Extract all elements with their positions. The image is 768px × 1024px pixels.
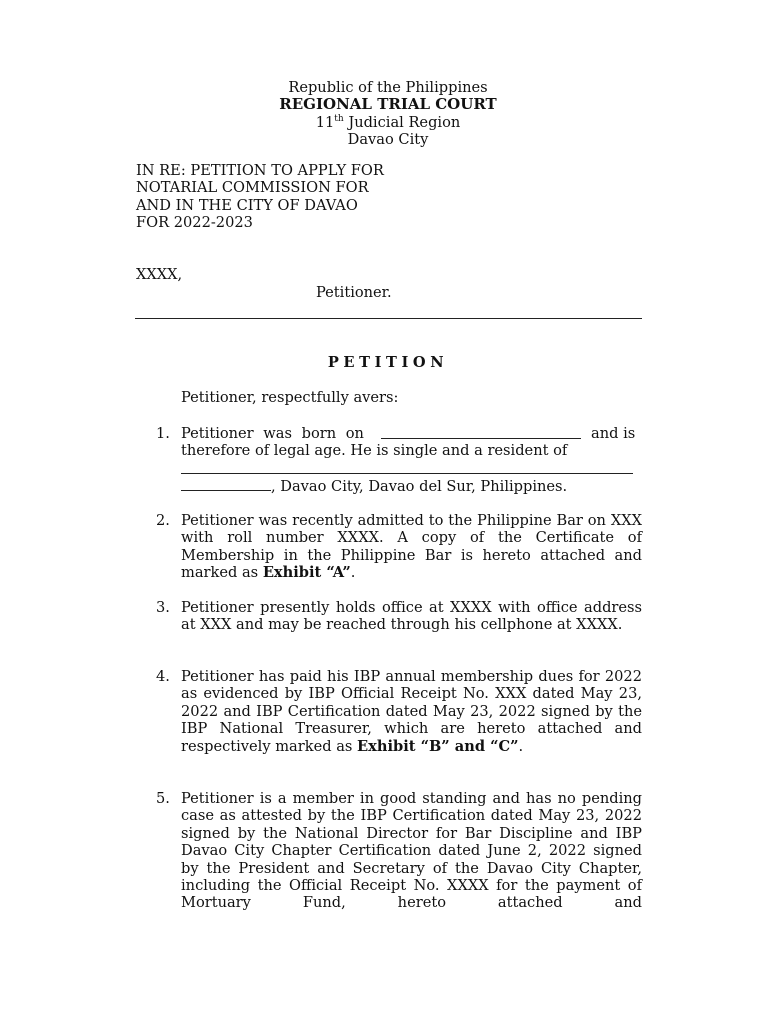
birthdate-blank bbox=[381, 425, 581, 439]
p1-text-a: Petitioner was born on bbox=[181, 425, 364, 442]
paragraph-2 bbox=[156, 512, 642, 582]
p1-text-b: and is bbox=[591, 425, 636, 442]
republic-line: Republic of the Philippines bbox=[288, 79, 488, 96]
paragraph-number: 1. bbox=[156, 425, 170, 442]
region-number: 11 bbox=[315, 113, 335, 131]
document-title: PETITION bbox=[327, 354, 449, 371]
caption-divider bbox=[135, 318, 642, 319]
p1-line-2: therefore of legal age. He is single and a resident of bbox=[181, 442, 568, 460]
region-text: Judicial Region bbox=[343, 113, 461, 131]
p4-text: Petitioner has paid his IBP annual membership dues for 2022 as evidenced by IBP Official Receipt No. XXX dated May 23, 2022 and IBP Certification dated May 23, 2022 signed by the IBP National Treasurer, which are hereto attached and respectively marked as bbox=[181, 668, 642, 755]
intro-text: Petitioner, respectfully avers: bbox=[181, 389, 399, 406]
court-name: REGIONAL TRIAL COURT bbox=[279, 95, 497, 114]
exhibit-a-label: Exhibit “A” bbox=[262, 564, 351, 582]
exhibit-bc-label: Exhibit “B” and “C” bbox=[357, 737, 519, 755]
p1-address-text: , Davao City, Davao del Sur, Philippines. bbox=[271, 478, 568, 496]
case-caption bbox=[136, 162, 384, 232]
p2-text: Petitioner was recently admitted to the Philippine Bar on XXX with roll number XXXX. A copy of the Certificate of Membership in the Philippine Bar is hereto attached and marked as bbox=[181, 512, 642, 582]
judicial-region bbox=[0, 114, 768, 131]
p1-line-1 bbox=[181, 425, 642, 442]
paragraph-number: 4. bbox=[156, 668, 170, 685]
p2-end: . bbox=[350, 564, 356, 582]
paragraph-number: 2. bbox=[156, 512, 170, 529]
court-header bbox=[0, 79, 768, 149]
caption-line: NOTARIAL COMMISSION FOR bbox=[136, 179, 369, 197]
caption-line: AND IN THE CITY OF DAVAO bbox=[136, 196, 358, 214]
petitioner-role: Petitioner. bbox=[316, 284, 392, 301]
region-ordinal: th bbox=[334, 113, 344, 124]
paragraph-body: Petitioner is a member in good standing and has no pending case as attested by the IBP Certification dated May 23, 2022 signed by the National Director for Bar Discipline and IBP Davao City Chapter Certification dated June 2, 2022 signed by the President and Secretary of the Davao City Chapter, including the Official Receipt No. XXXX for the payment of Mortuary Fund, hereto attached and bbox=[181, 790, 642, 912]
petitioner-name: XXXX, bbox=[136, 266, 183, 283]
caption-line: IN RE: PETITION TO APPLY FOR bbox=[136, 162, 384, 179]
p1-line-4 bbox=[181, 477, 642, 495]
paragraph-5 bbox=[156, 790, 642, 912]
p4-end: . bbox=[518, 737, 524, 755]
paragraph-body bbox=[181, 512, 642, 582]
paragraph-body bbox=[181, 668, 642, 755]
paragraph-body: Petitioner presently holds office at XXXX with office address at XXX and may be reached through his cellphone at XXXX. bbox=[181, 599, 642, 634]
residence-blank-2 bbox=[181, 477, 271, 491]
p1-line-3 bbox=[181, 460, 642, 477]
caption-line: FOR 2022-2023 bbox=[136, 214, 253, 232]
paragraph-3 bbox=[156, 599, 642, 634]
paragraph-4 bbox=[156, 668, 642, 755]
residence-blank bbox=[181, 460, 633, 474]
paragraph-number: 3. bbox=[156, 599, 170, 616]
paragraph-number: 5. bbox=[156, 790, 170, 807]
court-city: Davao City bbox=[347, 131, 429, 149]
paragraph-1 bbox=[156, 425, 642, 496]
